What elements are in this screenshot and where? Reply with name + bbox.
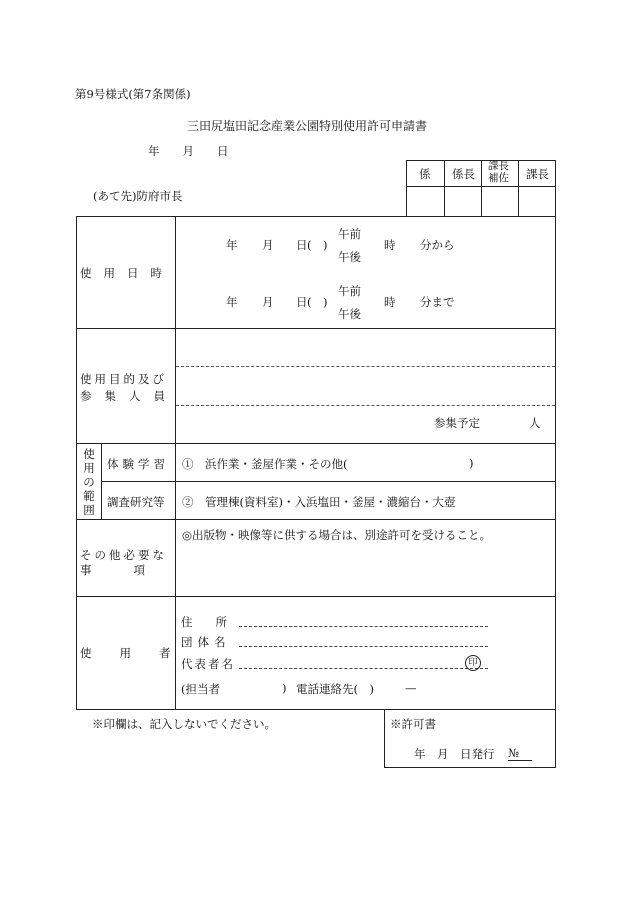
phone-label: 電話連絡先( ) bbox=[296, 682, 374, 696]
start-year: 年 bbox=[226, 238, 238, 252]
scope-experience-close: ) bbox=[469, 456, 474, 470]
other-notice: ◎出版物・映像等に供する場合は、別途許可を受けること。 bbox=[182, 528, 492, 542]
form-number: 第9号様式(第7条関係) bbox=[75, 87, 191, 101]
user-address-line[interactable] bbox=[239, 626, 488, 627]
user-address-label: 住 所 bbox=[181, 615, 227, 629]
purpose-label-line1: 使用目的及び bbox=[80, 372, 167, 386]
end-pm: 午後 bbox=[338, 307, 361, 321]
contact-person-close: ) bbox=[282, 681, 287, 695]
scope-research-text: ② 管理棟(資料室)・入浜塩田・釜屋・濃縮台・大壺 bbox=[182, 495, 456, 509]
end-am: 午前 bbox=[338, 284, 361, 298]
end-hour: 時 bbox=[384, 295, 396, 309]
approval-cell-kakaricho: 係長 bbox=[452, 167, 475, 181]
permit-number-label: № bbox=[508, 746, 519, 760]
phone-dash: — bbox=[405, 681, 417, 695]
end-day: 日 bbox=[296, 295, 308, 309]
other-label-line1: その他必要な bbox=[80, 548, 167, 562]
user-rep-line[interactable] bbox=[239, 668, 488, 669]
user-org-label: 団体名 bbox=[181, 635, 231, 649]
scope-research-label: 調査研究等 bbox=[107, 495, 165, 509]
usage-date-label: 使用日時 bbox=[80, 266, 174, 280]
permit-issue-date: 年 月 日発行 bbox=[414, 747, 495, 761]
addressee: (あて先)防府市長 bbox=[93, 189, 183, 203]
scope-experience-text: ① 浜作業・釜屋作業・その他( bbox=[182, 457, 348, 471]
approval-cell-kakari: 係 bbox=[419, 167, 431, 181]
approval-cell-kacho: 課長 bbox=[526, 167, 549, 181]
start-hour: 時 bbox=[384, 238, 396, 252]
start-minute-from: 分から bbox=[420, 238, 455, 252]
start-am: 午前 bbox=[338, 227, 361, 241]
user-label: 使用者 bbox=[80, 646, 199, 660]
end-month: 月 bbox=[262, 295, 274, 309]
attendance-unit: 人 bbox=[529, 416, 541, 430]
end-minute-to: 分まで bbox=[420, 295, 455, 309]
end-weekday: ( ) bbox=[307, 295, 328, 309]
other-label-line2: 事項 bbox=[80, 563, 187, 577]
form-title: 三田尻塩田記念産業公園特別使用許可申請書 bbox=[187, 119, 428, 133]
footer-note: ※印欄は、記入しないでください。 bbox=[92, 717, 276, 731]
start-day: 日 bbox=[296, 238, 308, 252]
application-date: 年 月 日 bbox=[148, 144, 229, 158]
planned-attendance-label: 参集予定 bbox=[434, 416, 480, 430]
start-pm: 午後 bbox=[338, 250, 361, 264]
start-month: 月 bbox=[262, 238, 274, 252]
seal-icon: 印 bbox=[465, 655, 481, 671]
user-org-line[interactable] bbox=[239, 646, 488, 647]
start-weekday: ( ) bbox=[307, 238, 328, 252]
approval-cell-kacho-hosa: 課長 補佐 bbox=[488, 160, 509, 184]
end-year: 年 bbox=[226, 295, 238, 309]
scope-experience-label: 体験学習 bbox=[107, 457, 169, 471]
user-rep-label: 代表者名 bbox=[181, 657, 235, 671]
purpose-label-line2: 参集人員 bbox=[80, 389, 178, 403]
scope-vertical-label: 使 用 の 範 囲 bbox=[83, 447, 95, 517]
permit-title: ※許可書 bbox=[390, 717, 436, 731]
contact-person-label: (担当者 bbox=[181, 682, 220, 696]
